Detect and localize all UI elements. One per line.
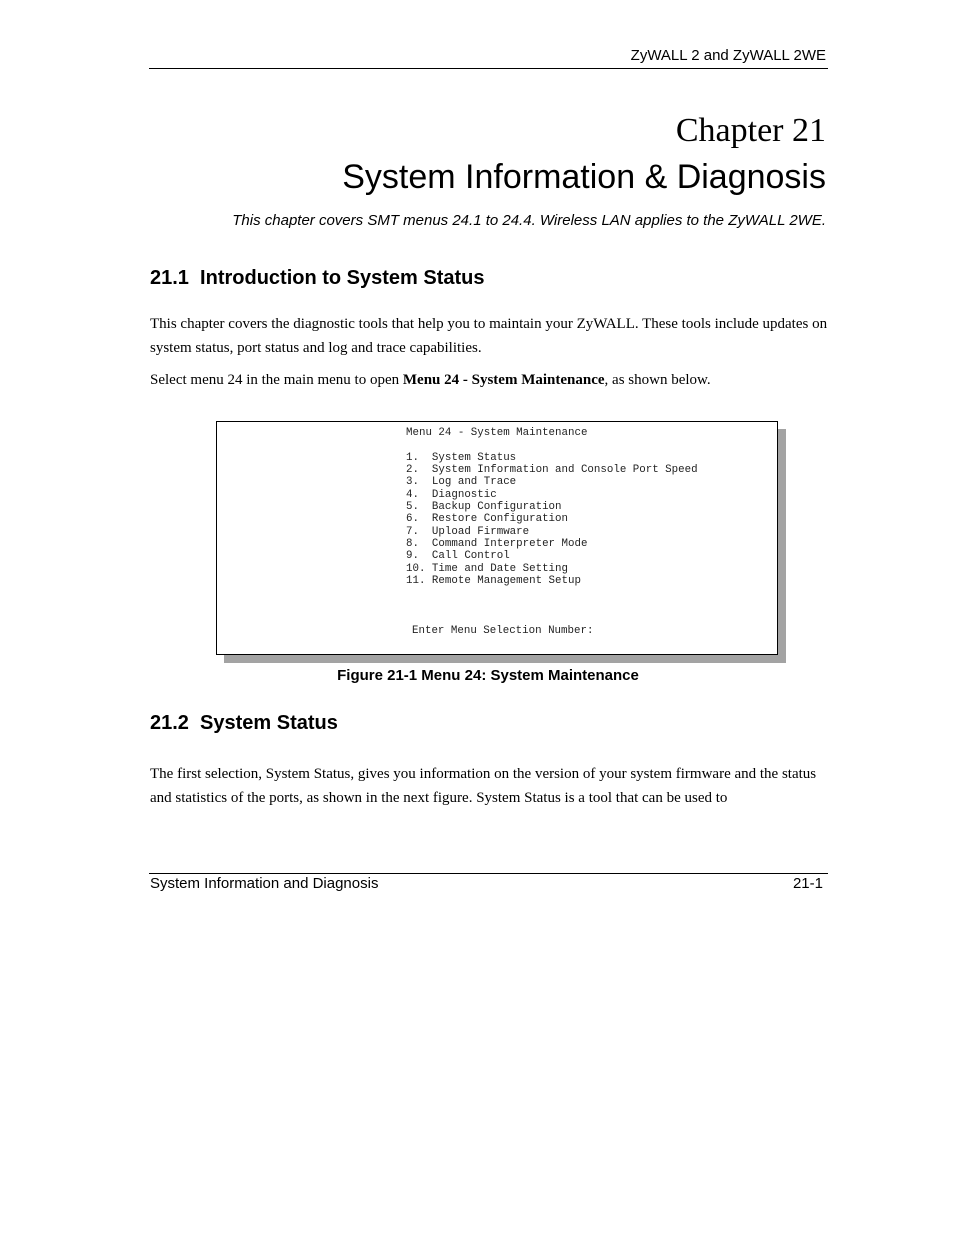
menu-instruction-paragraph	[150, 368, 830, 392]
chapter-label: Chapter 21	[675, 112, 826, 149]
menu-item: 6. Restore Configuration	[406, 513, 568, 526]
system-status-paragraph: The first selection, System Status, gives you information on the version of your system firmware and the status and statistics of the ports, as shown in the next figure. System Status is a tool that can be used to	[150, 766, 817, 806]
menu-item: 9. Call Control	[406, 550, 510, 563]
intro-paragraph: This chapter covers the diagnostic tools that help you to maintain your ZyWALL. These tools include updates on system status, port status and log and trace capabilities.	[150, 316, 828, 356]
menu-name-bold: Menu 24 - System Maintenance	[402, 372, 605, 388]
menu-item: 1. System Status	[406, 451, 517, 464]
footer-chapter-title: System Information and Diagnosis	[150, 875, 379, 892]
menu-item: 2. System Information and Console Port Speed	[406, 464, 698, 477]
footer-rule	[149, 873, 828, 874]
menu-item: 3. Log and Trace	[406, 476, 517, 489]
instruction-prefix: Select menu 24 in the main menu to open	[150, 372, 403, 388]
instruction-suffix: , as shown below.	[604, 372, 711, 388]
menu-item: 5. Backup Configuration	[406, 501, 562, 514]
menu-items	[406, 452, 698, 587]
menu-item: 4. Diagnostic	[406, 488, 497, 501]
chapter-summary: This chapter covers SMT menus 24.1 to 24.4. Wireless LAN applies to the ZyWALL 2WE.	[232, 212, 826, 229]
running-header: ZyWALL 2 and ZyWALL 2WE	[630, 47, 826, 64]
menu-item: 7. Upload Firmware	[406, 525, 530, 538]
page-number: 21-1	[792, 875, 823, 892]
figure-caption: Figure 21-1 Menu 24: System Maintenance	[337, 667, 639, 684]
menu-prompt: Enter Menu Selection Number:	[412, 625, 594, 637]
menu-item: 8. Command Interpreter Mode	[406, 538, 588, 551]
menu-title: Menu 24 - System Maintenance	[406, 427, 588, 439]
menu-item: 11. Remote Management Setup	[406, 575, 581, 588]
menu-24-screen	[216, 421, 778, 655]
menu-item: 10. Time and Date Setting	[406, 562, 568, 575]
chapter-title: System Information & Diagnosis	[342, 158, 826, 196]
section-heading-21-2: 21.2 System Status	[150, 712, 338, 734]
section-heading-21-1: 21.1 Introduction to System Status	[150, 267, 485, 289]
menu-screen-text	[406, 427, 698, 587]
header-rule	[149, 68, 828, 69]
